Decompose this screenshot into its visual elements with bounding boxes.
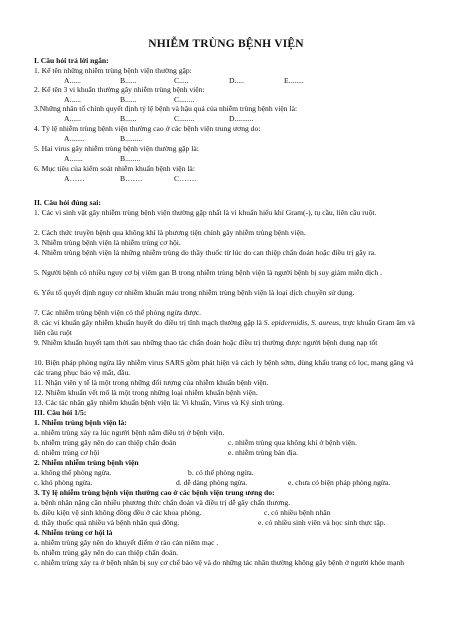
answer-blank: A...... bbox=[64, 95, 81, 104]
question-5: 5. Hai virus gây nhiễm trùng bệnh viện thường gặp là: bbox=[34, 144, 199, 153]
mc-option: c. nhiễm trùng qua không khí ở bệnh viện. bbox=[228, 438, 357, 447]
answer-blank: B........ bbox=[120, 154, 141, 163]
mc-option: a. không thể phòng ngừa. bbox=[34, 468, 112, 477]
statement-5: 5. Người bệnh có nhiều nguy cơ bị viêm gan B trong nhiễm trùng bệnh viện là người bệnh bị suy giảm miễn dịch . bbox=[34, 268, 383, 277]
mc-option: c. có nhiều bệnh nhân bbox=[264, 508, 331, 517]
answer-blank: A...... bbox=[64, 76, 81, 85]
mc-option: b. nhiễm trùng gây nên do can thiệp chẩn đoán bbox=[34, 438, 177, 447]
mc-option: d. dễ dàng phòng ngừa. bbox=[176, 478, 248, 487]
answer-blank: B……. bbox=[120, 174, 143, 183]
mc-option: a. bệnh nhân nặng cần nhiều phương thức chẩn đoán và điều trị dễ gây chấn thương. bbox=[34, 498, 291, 507]
mc-option: a. nhiễm trùng xảy ra lúc người bệnh nằm điều trị ở bệnh viện. bbox=[34, 428, 225, 437]
statement-8 bbox=[34, 318, 424, 338]
answer-blank: B...... bbox=[120, 95, 137, 104]
statement-4: 4. Nhiễm trùng bệnh viện là những nhiễm trùng do thầy thuốc từ lúc do can thiệp chẩn đoán hoặc điều trị gây ra. bbox=[34, 248, 377, 257]
statement-8-separator: , bbox=[307, 318, 312, 327]
answer-blank: B......... bbox=[120, 134, 143, 143]
answer-blank: A...... bbox=[64, 114, 81, 123]
answer-blank: C........ bbox=[174, 95, 195, 104]
question-2: 2. Kể tên 3 vi khuẩn thường gây nhiễm trùng bệnh viện: bbox=[34, 85, 205, 94]
statement-9: 9. Nhiễm khuẩn huyết tạm thời sau những thao tác chẩn đoán hoặc điều trị thường được người bệnh dung nạp tốt bbox=[34, 338, 378, 347]
answer-blank: C..... bbox=[174, 76, 189, 85]
mc-option: a. nhiễm trùng gây nên do khuyết điểm ở rào cản niêm mạc . bbox=[34, 538, 219, 547]
answer-blank: A........ bbox=[64, 134, 85, 143]
answer-blank: E........ bbox=[284, 76, 304, 85]
statement-7: 7. Các nhiễm trùng bệnh viện có thể phòng ngừa được. bbox=[34, 308, 202, 317]
statement-11: 11. Nhận viên y tế là một trong những đối tượng của nhiễm khuẩn bệnh viện. bbox=[34, 378, 269, 387]
page-title: NHIỄM TRÙNG BỆNH VIỆN bbox=[148, 38, 304, 50]
mc-question-2: 2. Nhiễm nhiễm trùng bệnh viện bbox=[34, 458, 139, 467]
mc-option: b. nhiễm trùng gây nên do can thiệp chẩn đoán. bbox=[34, 548, 179, 557]
mc-option: c. nhiễm trùng xảy ra ở bệnh nhân bị suy cơ chế bảo vệ và do những tác nhân thường không gây bệnh ở người khỏe mạnh bbox=[34, 558, 405, 567]
statement-8-organism: S. epidermidis bbox=[263, 318, 308, 327]
answer-blank: A…… bbox=[64, 174, 85, 183]
statement-6: 6. Yếu tố quyết định nguy cơ nhiễm khuẩn máu trong nhiễm trùng bệnh viện là loại dịch chuyền sử dụng. bbox=[34, 288, 355, 297]
mc-question-4: 4. Nhiễm trùng cơ hội là bbox=[34, 528, 113, 537]
mc-option: e. có nhiều sinh viên và học sinh thực tập. bbox=[258, 518, 386, 527]
question-6: 6. Mục tiêu của kiểm soát nhiễm khuẩn bệnh viện là: bbox=[34, 164, 195, 173]
statement-1: 1. Các vi sinh vật gây nhiễm trùng bệnh viện thường gặp nhất là vi khuẩn hiếu khí Gram(-), tụ cầu, liên cầu ruột. bbox=[34, 208, 377, 217]
mc-option: c. khó phòng ngừa. bbox=[34, 478, 93, 487]
mc-option: b. có thể phòng ngừa. bbox=[188, 468, 254, 477]
statement-13: 13. Các tác nhân gây nhiễm khuẩn bệnh viện là: Vi khuẩn, Virus và Ký sinh trùng. bbox=[34, 398, 284, 407]
question-1: 1. Kể tên những nhiễm trùng bệnh viện thường gặp: bbox=[34, 66, 192, 75]
answer-blank: D.......... bbox=[229, 114, 254, 123]
answer-blank: A....... bbox=[64, 154, 83, 163]
statement-12: 12. Nhiễm khuẩn vết mổ là một trong những loại nhiễm khuẩn bệnh viện. bbox=[34, 388, 258, 397]
section-heading-short-answer: I. Câu hỏi trả lời ngắn: bbox=[34, 56, 109, 65]
answer-blank: D..... bbox=[229, 76, 244, 85]
statement-2: 2. Cách thức truyền bệnh qua không khí là phương tiện chính gây nhiễm trùng bệnh viện. bbox=[34, 228, 306, 237]
answer-blank: B...... bbox=[120, 114, 137, 123]
mc-question-1: 1. Nhiễm trùng bệnh viện là: bbox=[34, 418, 127, 427]
section-heading-multiple-choice: III. Câu hỏi 1/5: bbox=[34, 408, 87, 417]
mc-option: e. nhiễm trùng bản địa. bbox=[228, 448, 299, 457]
statement-3: 3. Nhiễm trùng bệnh viện là nhiễm trùng cơ hội. bbox=[34, 238, 181, 247]
statement-8-organism: S. aureus bbox=[311, 318, 340, 327]
mc-option: b. điều kiện vệ sinh không đồng đều ở các khoa phòng. bbox=[34, 508, 202, 517]
mc-question-3: 3. Tỷ lệ nhiễm trùng bệnh viện thường cao ở các bệnh viện trung ương do: bbox=[34, 488, 275, 497]
statement-8-tail: , trực khuẩn Gram âm và liên cầu ruột bbox=[34, 318, 415, 337]
section-heading-true-false: II. Câu hỏi đúng sai: bbox=[34, 198, 101, 207]
statement-10: 10. Biện pháp phòng ngừa lây nhiễm virus SARS gồm phát hiện và cách ly bệnh sớm, dùng khẩu trang có lọc, mang găng và các trang phục bảo vệ mắt, đầu. bbox=[34, 358, 414, 377]
mc-option: e. chưa có biện pháp phòng ngừa. bbox=[288, 478, 391, 487]
mc-option: d. nhiễm trùng cơ hội bbox=[34, 448, 100, 457]
question-3: 3.Những nhân tố chính quyết định tỷ lệ bệnh và hậu quả của nhiễm trùng bệnh viện là: bbox=[34, 104, 298, 113]
question-4: 4. Tỷ lệ nhiễm trùng bệnh viện thường cao ở các bệnh viện trung ương do: bbox=[34, 124, 261, 133]
statement-8-text: 8. các vi khuẩn gây nhiễm khuẩn huyết do điều trị tĩnh mạch thường gặp là bbox=[34, 318, 264, 327]
answer-blank: C........ bbox=[174, 114, 195, 123]
answer-blank: C……. bbox=[174, 174, 197, 183]
mc-option: d. thầy thuốc quá nhiều và bệnh nhân quá đông. bbox=[34, 518, 180, 527]
answer-blank: B...... bbox=[120, 76, 137, 85]
